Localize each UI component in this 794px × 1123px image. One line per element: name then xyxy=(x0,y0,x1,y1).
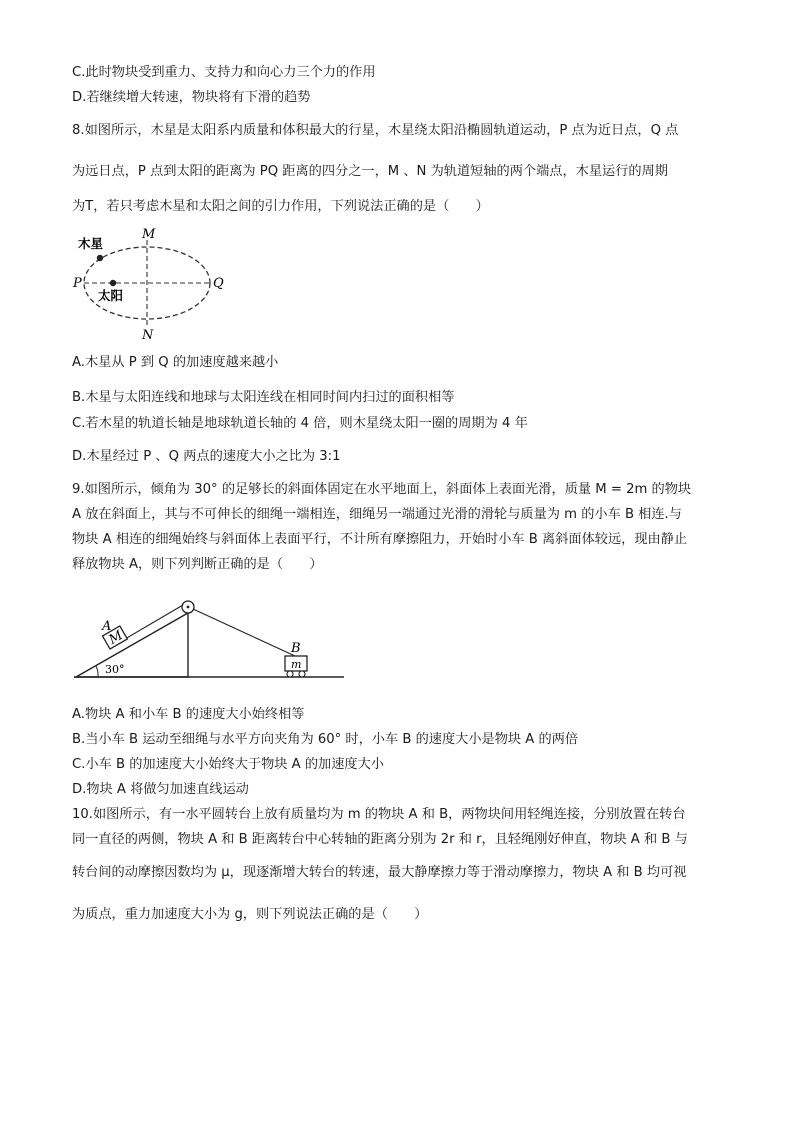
block-mass-label: M xyxy=(106,628,126,648)
q9-incline-figure xyxy=(72,592,347,686)
point-m-label: M xyxy=(142,227,156,242)
q7-option-d: D.若继续增大转速，物块将有下滑的趋势 xyxy=(72,90,311,105)
jupiter-dot xyxy=(97,255,103,261)
incline-body xyxy=(76,613,188,677)
rope-along-incline xyxy=(125,605,183,639)
sun-label: 太阳 xyxy=(98,288,124,303)
q8-orbit-figure xyxy=(72,224,242,342)
q8-option-c: C.若木星的轨道长轴是地球轨道长轴的 4 倍，则木星绕太阳一圈的周期为 4 年 xyxy=(72,416,528,431)
q10-stem-line-1: 10.如图所示，有一水平圆转台上放有质量均为 m 的物块 A 和 B，两物块间用轻绳连接，分别放置在转台 xyxy=(72,807,686,822)
sun-dot xyxy=(110,280,116,286)
q8-stem-line-3: 为T，若只考虑木星和太阳之间的引力作用，下列说法正确的是（ ） xyxy=(72,199,489,214)
q9-option-d: D.物块 A 将做匀加速直线运动 xyxy=(72,782,249,797)
q9-stem-line-3: 物块 A 相连的细绳始终与斜面体上表面平行，不计所有摩擦阻力，开始时小车 B 离斜面体较远，现由静止 xyxy=(72,532,688,547)
q10-stem-line-2: 同一直径的两侧，物块 A 和 B 距离转台中心转轴的距离分别为 2r 和 r，且轻绳刚好伸直，物块 A 和 B 与 xyxy=(72,832,688,847)
cart-b-label: B xyxy=(291,641,301,656)
point-q-label: Q xyxy=(213,276,224,291)
q8-option-a: A.木星从 P 到 Q 的加速度越来越小 xyxy=(72,355,279,370)
angle-label: 30° xyxy=(105,663,125,676)
point-p-label: P xyxy=(73,276,82,291)
pulley-axle xyxy=(187,606,190,609)
q10-stem-line-3: 转台间的动摩擦因数均为 μ，现逐渐增大转台的转速，最大静摩擦力等于滑动摩擦力，物块 A 和 B 均可视 xyxy=(72,865,687,880)
q10-stem-line-4: 为质点，重力加速度大小为 g，则下列说法正确的是（ ） xyxy=(72,907,428,922)
angle-arc xyxy=(96,666,98,677)
cart-mass-label: m xyxy=(291,658,302,671)
q9-stem-line-4: 释放物块 A，则下列判断正确的是（ ） xyxy=(72,557,323,572)
q9-option-b: B.当小车 B 运动至细绳与水平方向夹角为 60° 时，小车 B 的速度大小是物块 A 的两倍 xyxy=(72,732,579,747)
q7-option-c: C.此时物块受到重力、支持力和向心力三个力的作用 xyxy=(72,65,376,80)
q8-stem-line-1: 8.如图所示，木星是太阳系内质量和体积最大的行星，木星绕太阳沿椭圆轨道运动，P 点为近日点，Q 点 xyxy=(72,123,679,138)
q9-stem-line-1: 9.如图所示，倾角为 30° 的足够长的斜面体固定在水平地面上，斜面体上表面光滑，质量 M = 2m 的物块 xyxy=(72,482,692,497)
block-a-label: A xyxy=(102,619,112,634)
q8-option-b: B.木星与太阳连线和地球与太阳连线在相同时间内扫过的面积相等 xyxy=(72,390,455,405)
q8-option-d: D.木星经过 P 、Q 两点的速度大小之比为 3:1 xyxy=(72,449,341,464)
q9-option-a: A.物块 A 和小车 B 的速度大小始终相等 xyxy=(72,707,305,722)
q9-stem-line-2: A 放在斜面上，其与不可伸长的细绳一端相连，细绳另一端通过光滑的滑轮与质量为 m 的小车 B 相连.与 xyxy=(72,507,682,522)
rope-to-cart xyxy=(193,609,295,656)
cart-wheel-left xyxy=(287,671,293,677)
cart-wheel-right xyxy=(299,671,305,677)
jupiter-label: 木星 xyxy=(78,236,104,251)
q8-stem-line-2: 为远日点，P 点到太阳的距离为 PQ 距离的四分之一，M 、N 为轨道短轴的两个端点，木星运行的周期 xyxy=(72,164,668,179)
point-n-label: N xyxy=(142,328,154,342)
q9-option-c: C.小车 B 的加速度大小始终大于物块 A 的加速度大小 xyxy=(72,757,384,772)
